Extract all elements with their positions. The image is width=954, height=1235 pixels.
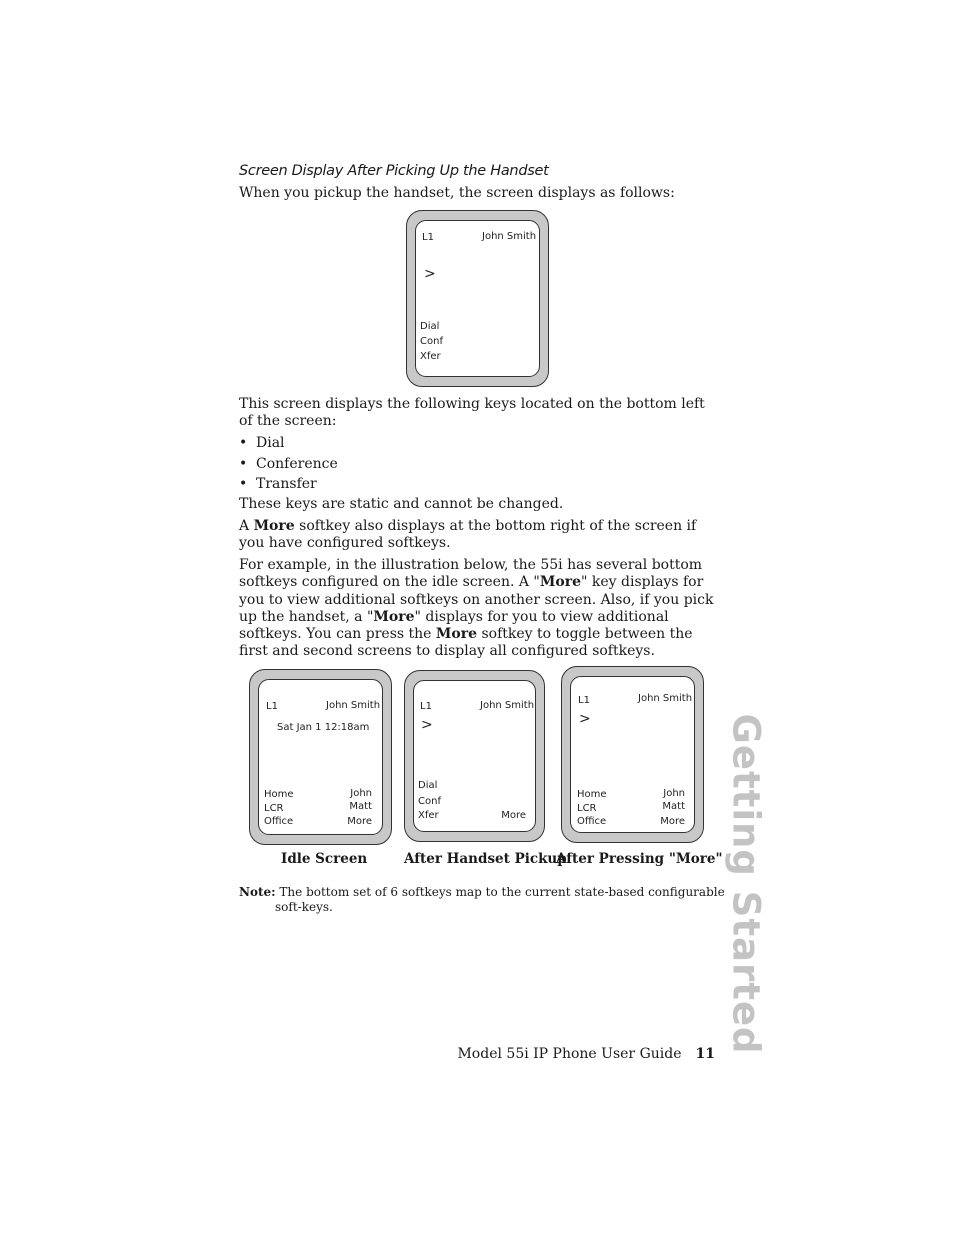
line-indicator: L1 xyxy=(420,701,432,712)
date-time: Sat Jan 1 12:18am xyxy=(277,722,370,733)
list-item: • Conference xyxy=(239,454,338,475)
softkey-more: More xyxy=(660,816,685,827)
softkey-matt: Matt xyxy=(662,801,685,812)
caller-name: John Smith xyxy=(480,700,535,711)
more-keyword: More xyxy=(253,518,295,534)
static-paragraph: These keys are static and cannot be changed. xyxy=(239,496,564,512)
softkey-john: John xyxy=(350,788,372,799)
caption-idle-screen: Idle Screen xyxy=(281,851,368,867)
softkey-xfer: Xfer xyxy=(418,810,439,821)
page-footer xyxy=(457,1046,715,1062)
caller-name: John Smith xyxy=(638,693,693,704)
softkey-lcr: LCR xyxy=(577,803,597,814)
keys-paragraph: This screen displays the following keys located on the bottom left of the screen: xyxy=(239,396,705,430)
example-paragraph: For example, in the illustration below, the 55i has several bottom softkeys configured on the idle screen. A "More" key displays for you to view additional softkeys on another screen. Also, if you pick up the handset, a "More" displays for you to view additional softkeys. You can press the More softkey to toggle between the first and second screens to display all configured softkeys. xyxy=(239,557,714,660)
line-indicator: L1 xyxy=(578,695,590,706)
softkey-lcr: LCR xyxy=(264,803,284,814)
phone-screen xyxy=(415,220,540,377)
softkey-dial: Dial xyxy=(418,780,438,791)
softkey-office: Office xyxy=(264,816,294,827)
phone-handset-pickup-illustration xyxy=(406,210,549,387)
softkey-home: Home xyxy=(264,789,294,800)
list-item: • Transfer xyxy=(239,474,338,495)
softkey-xfer: Xfer xyxy=(420,351,441,362)
note-label: Note: xyxy=(239,885,276,899)
section-heading: Screen Display After Picking Up the Handset xyxy=(239,163,549,179)
line-indicator: L1 xyxy=(266,701,278,712)
softkey-home: Home xyxy=(577,789,607,800)
softkey-office: Office xyxy=(577,816,607,827)
more-keyword: More xyxy=(435,626,478,643)
note xyxy=(239,885,755,915)
dial-prompt: > xyxy=(421,717,433,733)
phone-screen xyxy=(570,676,695,833)
intro-paragraph: When you pickup the handset, the screen displays as follows: xyxy=(239,185,675,201)
softkey-dial: Dial xyxy=(420,321,440,332)
phone-screen xyxy=(258,679,383,835)
footer-title: Model 55i IP Phone User Guide xyxy=(457,1046,682,1062)
caller-name: John Smith xyxy=(482,231,537,242)
phone-idle-screen-illustration xyxy=(249,669,392,845)
page-number: 11 xyxy=(695,1046,715,1062)
more-paragraph: A More softkey also displays at the bottom right of the screen if you have configured softkeys. xyxy=(239,518,697,552)
softkey-more: More xyxy=(501,810,526,821)
more-keyword: More xyxy=(539,574,581,591)
caller-name: John Smith xyxy=(326,700,381,711)
dial-prompt: > xyxy=(424,266,436,282)
softkey-more: More xyxy=(347,816,372,827)
line-indicator: L1 xyxy=(422,232,434,243)
caption-after-more: After Pressing "More" xyxy=(556,851,723,867)
note-text: The bottom set of 6 softkeys map to the current state-based configurable soft-keys. xyxy=(275,885,725,914)
softkey-conf: Conf xyxy=(418,796,441,807)
phone-after-pickup-illustration xyxy=(404,670,545,842)
caption-after-pickup: After Handset Pickup xyxy=(404,851,567,867)
phone-after-more-illustration xyxy=(561,666,704,843)
softkey-matt: Matt xyxy=(349,801,372,812)
softkey-conf: Conf xyxy=(420,336,443,347)
side-tab-label: Getting Started xyxy=(724,713,768,1055)
list-item: • Dial xyxy=(239,433,338,454)
softkey-john: John xyxy=(663,788,685,799)
dial-prompt: > xyxy=(579,711,591,727)
softkey-list xyxy=(239,433,338,495)
more-keyword: More xyxy=(373,608,415,625)
phone-screen xyxy=(413,680,536,832)
